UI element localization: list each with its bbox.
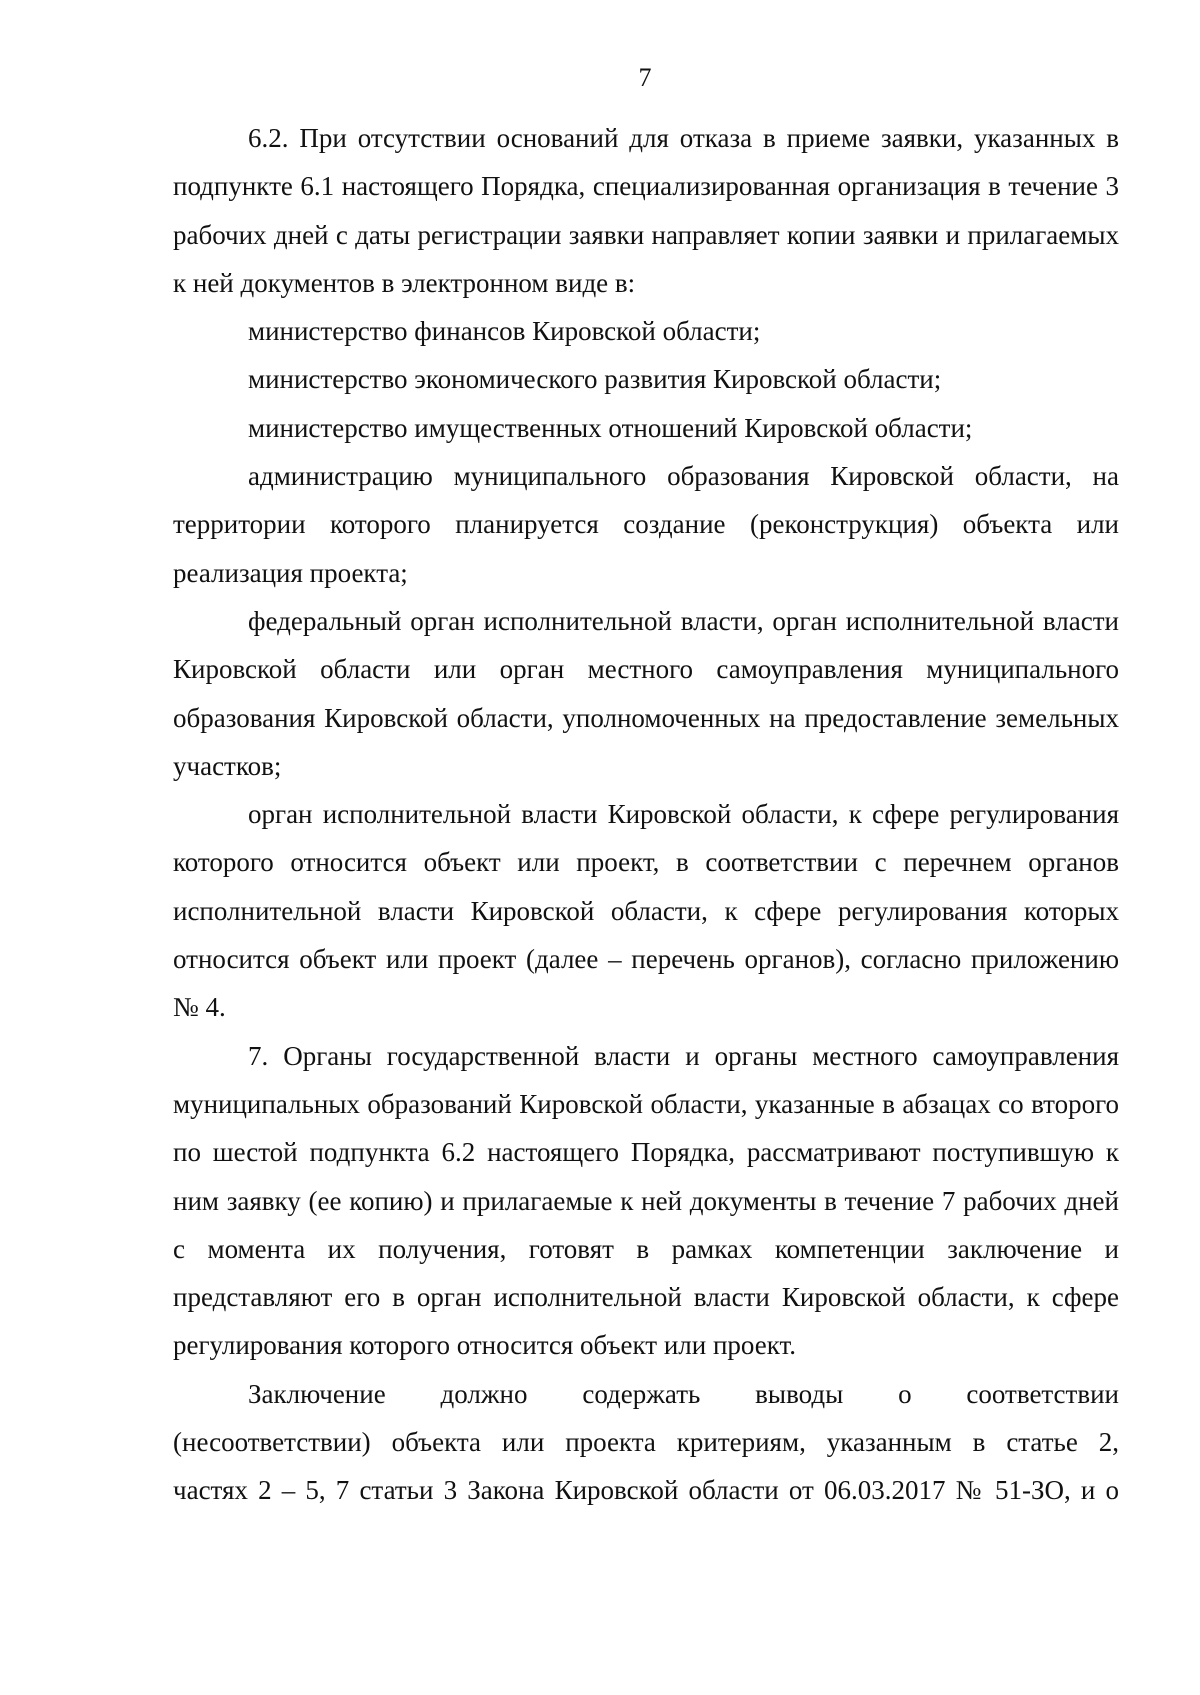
list-item-federal: федеральный орган исполнительной власти, орган исполнительной власти Кировской области или орган местного самоуправления муниципального образования Кировской области, уполномоченных на предоставление земельных участков;: [173, 605, 1119, 781]
conclusion-line-2: (несоответствии) объекта или проекта критериям, указанным в статье 2,: [173, 1427, 1119, 1458]
list-item-mineconom: министерство экономического развития Кировской области;: [248, 364, 942, 395]
conclusion-line-1: Заключение должно содержать выводы о соответствии: [248, 1378, 1119, 1409]
document-body: [173, 114, 1119, 1515]
paragraph-6-2: 6.2. При отсутствии оснований для отказа в приеме заявки, указанных в подпункте 6.1 настоящего Порядка, специализированная организация в течение 3 рабочих дней с даты регистрации заявки направляет копии заявки и прилагаемых к ней документов в электронном виде в:: [173, 123, 1119, 298]
list-item-organ: орган исполнительной власти Кировской области, к сфере регулирования которого относится объект или проект, в соответствии с перечнем органов исполнительной власти Кировской области, к сфере регулирования которых относится объект или проект (далее – перечень органов), согласно приложению № 4.: [173, 799, 1119, 1023]
page-number: 7: [638, 63, 652, 92]
paragraph-7: 7. Органы государственной власти и органы местного самоуправления муниципальных образований Кировской области, указанные в абзацах со второго по шестой подпункта 6.2 настоящего Порядка, рассматривают поступившую к ним заявку (ее копию) и прилагаемые к ней документы в течение 7 рабочих дней с момента их получения, готовят в рамках компетенции заключение и представляют его в орган исполнительной власти Кировской области, к сфере регулирования которого относится объект или проект.: [173, 1040, 1119, 1361]
list-item-admin: администрацию муниципального образования Кировской области, на территории которого планируется создание (реконструкция) объекта или реализация проекта;: [173, 461, 1119, 588]
list-item-minfin: министерство финансов Кировской области;: [248, 316, 761, 347]
list-item-minimush: министерство имущественных отношений Кировской области;: [248, 412, 973, 443]
conclusion-line-3: частях 2 – 5, 7 статьи 3 Закона Кировской области от 06.03.2017 № 51-ЗО, и о: [173, 1475, 1119, 1506]
